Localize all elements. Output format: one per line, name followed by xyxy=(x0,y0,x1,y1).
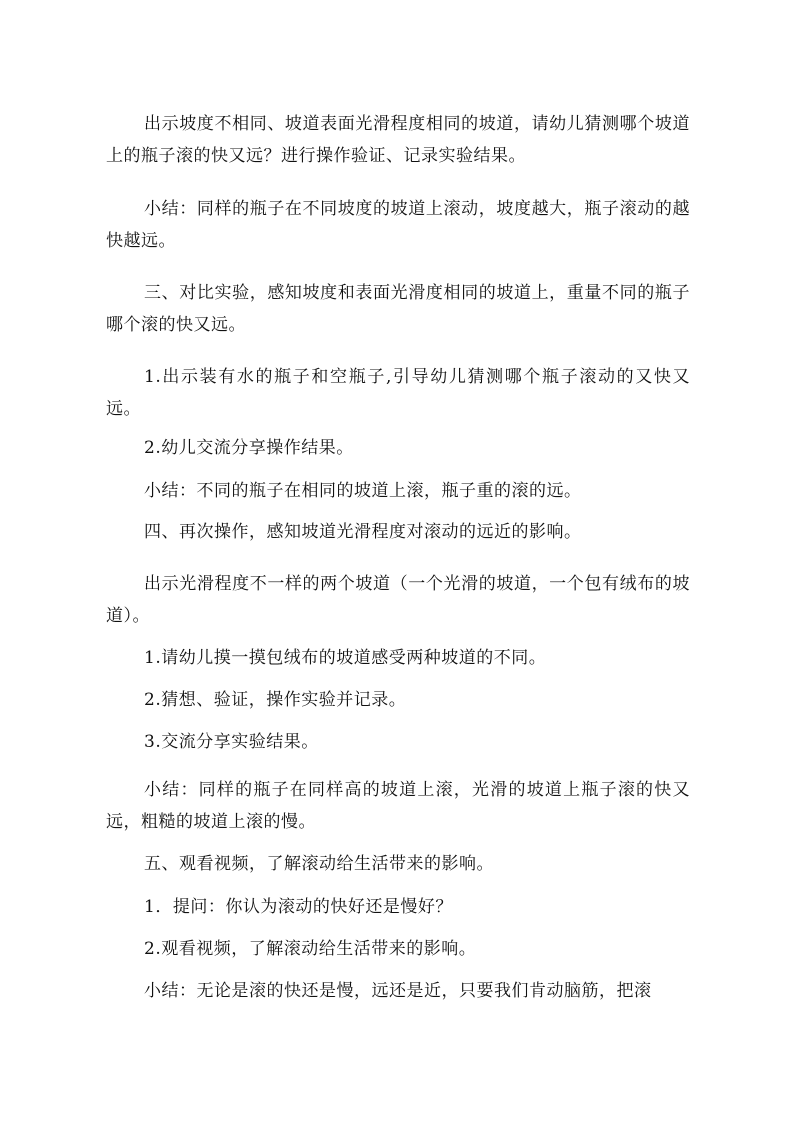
section-heading-four: 四、再次操作，感知坡道光滑程度对滚动的远近的影响。 xyxy=(144,522,582,542)
paragraph-summary-final: 小结：无论是滚的快还是慢，远还是近，只要我们肯动脑筋，把滚 xyxy=(144,981,652,1001)
list-item-watch-video: 2.观看视频，了解滚动给生活带来的影响。 xyxy=(144,939,477,959)
section-heading-five: 五、观看视频，了解滚动给生活带来的影响。 xyxy=(144,854,494,874)
list-item-touch-cloth: 1.请幼儿摸一摸包绒布的坡道感受两种坡道的不同。 xyxy=(144,648,547,668)
list-item-guess-verify: 2.猜想、验证，操作实验并记录。 xyxy=(144,690,407,710)
paragraph-summary-smoothness: 小结：同样的瓶子在同样高的坡道上滚，光滑的坡道上瓶子滚的快又远，粗糙的坡道上滚的慢。 xyxy=(106,780,690,832)
paragraph-summary-weight: 小结：不同的瓶子在相同的坡道上滚，瓶子重的滚的远。 xyxy=(144,481,582,501)
list-item-share-results: 2.幼儿交流分享操作结果。 xyxy=(144,438,354,458)
section-heading-three: 三、对比实验，感知坡度和表面光滑度相同的坡道上，重量不同的瓶子哪个滚的快又远。 xyxy=(106,283,690,335)
paragraph-summary-slope: 小结：同样的瓶子在不同坡度的坡道上滚动，坡度越大，瓶子滚动的越快越远。 xyxy=(106,199,690,251)
list-item-exchange-results: 3.交流分享实验结果。 xyxy=(144,732,319,752)
list-item-question: 1．提问：你认为滚动的快好还是慢好？ xyxy=(144,897,453,917)
list-item-water-bottle: 1.出示装有水的瓶子和空瓶子,引导幼儿猜测哪个瓶子滚动的又快又远。 xyxy=(106,367,690,419)
paragraph-slope-experiment: 出示坡度不相同、坡道表面光滑程度相同的坡道，请幼儿猜测哪个坡道上的瓶子滚的快又远？进行操作验证、记录实验结果。 xyxy=(106,114,690,166)
paragraph-smoothness-ramps: 出示光滑程度不一样的两个坡道（一个光滑的坡道，一个包有绒布的坡道）。 xyxy=(106,574,690,626)
